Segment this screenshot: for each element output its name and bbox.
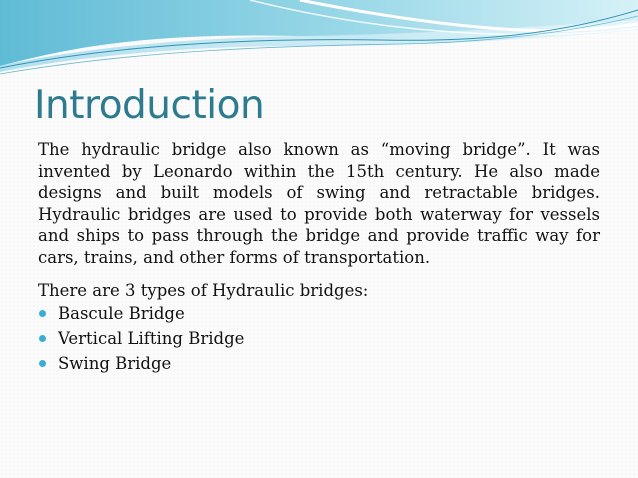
list-item-label: Swing Bridge bbox=[58, 353, 172, 373]
list-item-label: Bascule Bridge bbox=[58, 304, 185, 324]
slide-title: Introduction bbox=[34, 83, 265, 128]
list-item bbox=[38, 303, 600, 325]
bridge-types-list bbox=[38, 303, 600, 374]
intro-paragraph: The hydraulic bridge also known as “moving bridge”. It was invented by Leonardo within the 15th century. He also made designs and built models of swing and retractable bridges. Hydraulic bridges are used to provide both waterway for vessels and ships to pass through the bridge and provide traffic way for cars, trains, and other forms of transportation. bbox=[38, 140, 600, 267]
slide-body bbox=[38, 139, 600, 378]
list-item-label: Vertical Lifting Bridge bbox=[58, 328, 245, 348]
list-item bbox=[38, 328, 600, 350]
list-item bbox=[38, 353, 600, 375]
bullet-dot-icon bbox=[39, 310, 46, 317]
list-intro: There are 3 types of Hydraulic bridges: bbox=[38, 280, 369, 300]
header-wave-decoration bbox=[0, 0, 638, 80]
bullet-dot-icon bbox=[39, 335, 46, 342]
bullet-dot-icon bbox=[39, 360, 46, 367]
